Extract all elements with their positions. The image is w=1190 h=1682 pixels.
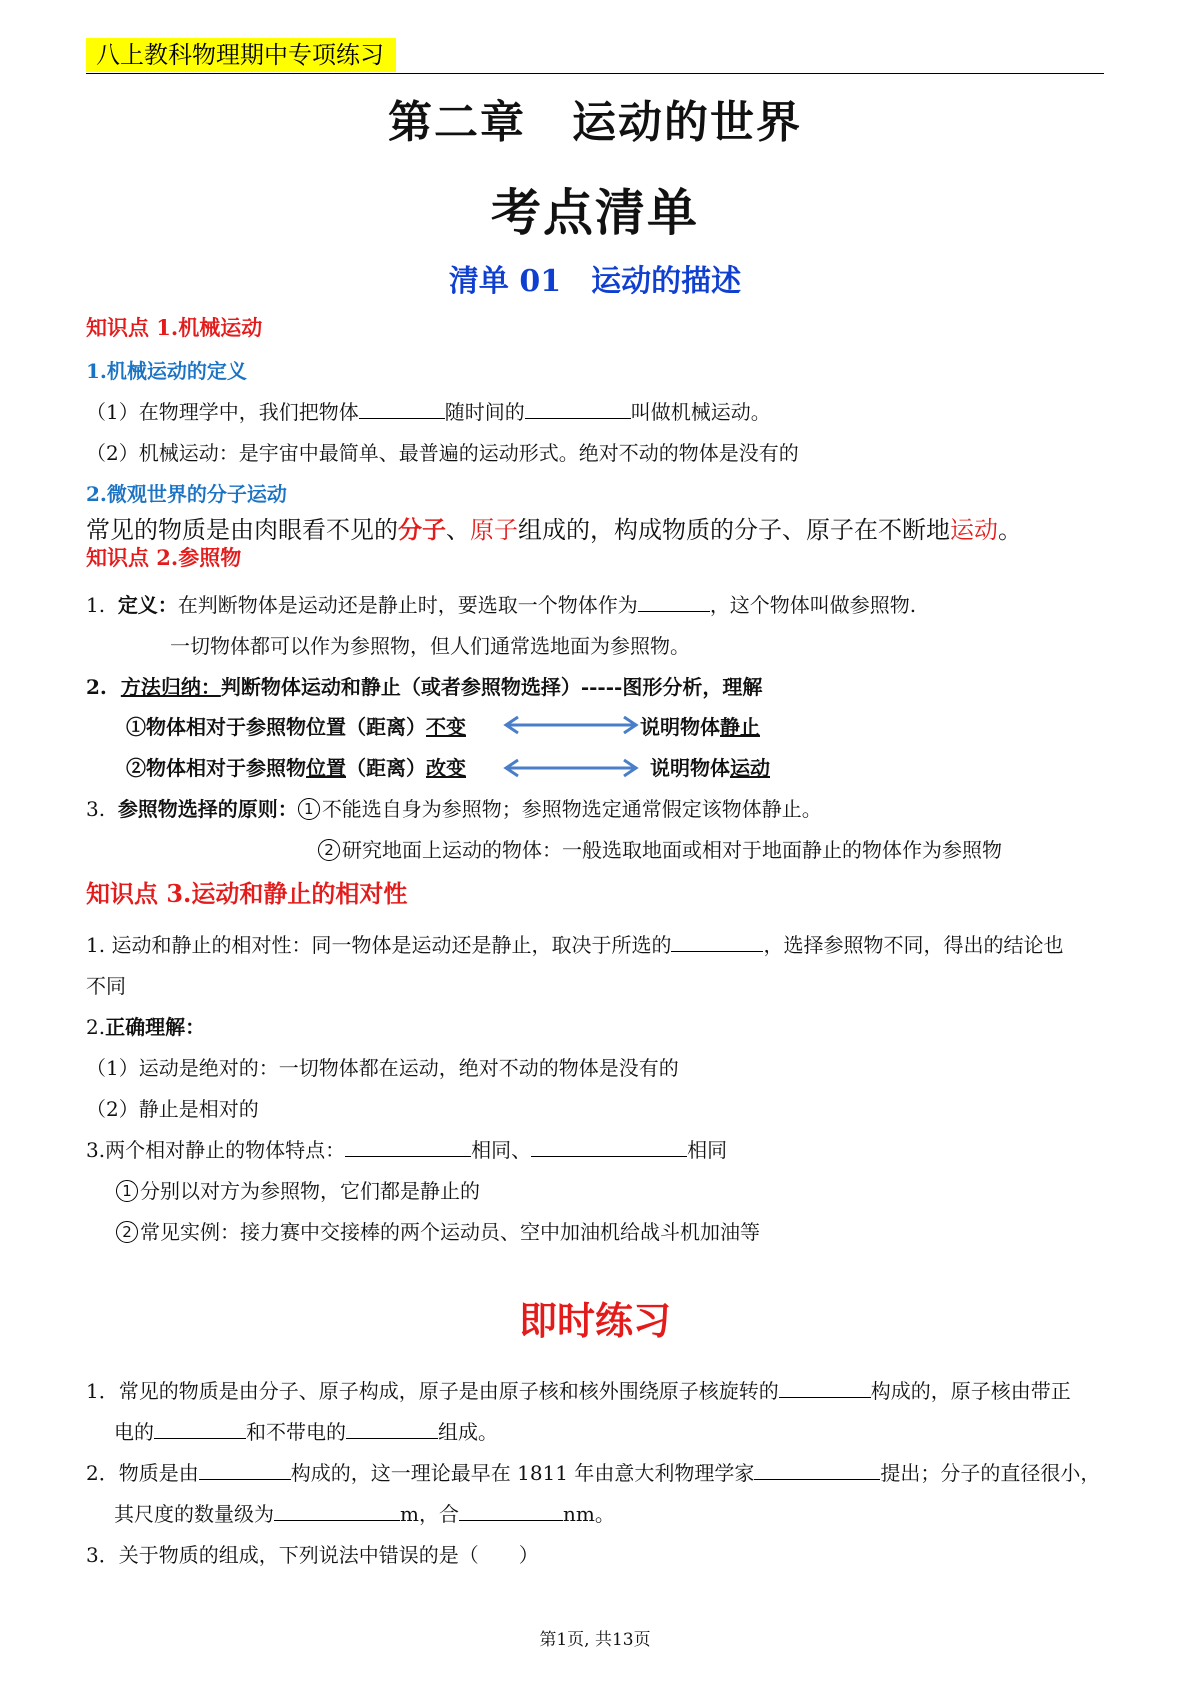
case2-e: 说明物体 bbox=[650, 756, 730, 780]
kp2-principle bbox=[86, 793, 822, 822]
q2e: m，合 bbox=[400, 1502, 459, 1526]
kp1-micro-line bbox=[86, 510, 1022, 545]
kp3-title: 知识点 3.运动和静止的相对性 bbox=[86, 879, 408, 908]
kp2-method-num: 2. bbox=[86, 675, 107, 699]
kp1-line1-b: 随时间的 bbox=[444, 400, 525, 424]
kp2-case1 bbox=[126, 711, 466, 740]
blank bbox=[671, 933, 763, 952]
kp3-r5a: 3.两个相对静止的物体特点： bbox=[86, 1138, 346, 1162]
kp3-relativity bbox=[86, 929, 1063, 958]
header-tag: 八上教科物理期中专项练习 bbox=[86, 38, 396, 72]
question-2-line1 bbox=[86, 1457, 1100, 1486]
question-1-line2 bbox=[114, 1416, 498, 1445]
kp2-def-text: 在判断物体是运动还是静止时，要选取一个物体作为 bbox=[177, 593, 638, 617]
kp3-r1a: 1. 运动和静止的相对性：同一物体是运动还是静止，取决于所选的 bbox=[86, 933, 672, 957]
kp3-r4: （2）静止是相对的 bbox=[86, 1097, 259, 1121]
micro-text-3: 组成的，构成物质的分子、原子在不断地 bbox=[518, 516, 950, 544]
micro-text-4: 。 bbox=[998, 516, 1022, 544]
micro-atom: 原子 bbox=[470, 516, 518, 544]
question-1-line1 bbox=[86, 1375, 1071, 1404]
kp1-line1-c: 叫做机械运动。 bbox=[630, 400, 771, 424]
double-arrow-1 bbox=[500, 714, 642, 736]
micro-molecule: 分子 bbox=[398, 515, 446, 544]
kp2-case1-result bbox=[640, 711, 760, 740]
kp2-method-text: 判断物体运动和静止（或者参照物选择）-----图形分析，理解 bbox=[220, 675, 763, 699]
kp3-r6: 分别以对方为参照物，它们都是静止的 bbox=[140, 1179, 480, 1203]
double-arrow-2 bbox=[500, 757, 642, 779]
kp1-sub2: 2.微观世界的分子运动 bbox=[86, 482, 287, 506]
question-2-line2 bbox=[114, 1498, 615, 1527]
practice-title: 即时练习 bbox=[518, 1298, 671, 1343]
principle-2: 研究地面上运动的物体：一般选取地面或相对于地面静止的物体作为参照物 bbox=[342, 838, 1002, 862]
case2-d: 改变 bbox=[426, 756, 466, 780]
header-rule bbox=[86, 73, 1104, 74]
q2a: 2．物质是由 bbox=[86, 1461, 199, 1485]
kp3-r1b: ，选择参照物不同，得出的结论也 bbox=[763, 933, 1064, 957]
kp3-r2-num: 2. bbox=[86, 1015, 106, 1039]
principle-label: 参照物选择的原则： bbox=[117, 797, 298, 821]
q1d: 和不带电的 bbox=[246, 1420, 346, 1444]
blank bbox=[154, 1420, 246, 1439]
kp3-r5b: 相同、 bbox=[471, 1138, 532, 1162]
kp2-def-text2: ，这个物体叫做参照物. bbox=[709, 593, 917, 617]
question-3: 3．关于物质的组成，下列说法中错误的是（ ） bbox=[86, 1543, 539, 1567]
case1-a: 物体相对于参照物位置（距离） bbox=[146, 715, 426, 739]
q2f: nm。 bbox=[562, 1502, 615, 1526]
page-footer: 第1页, 共13页 bbox=[539, 1630, 651, 1650]
case1-b: 不变 bbox=[426, 715, 466, 739]
q2c: 提出；分子的直径很小， bbox=[880, 1461, 1101, 1485]
micro-motion: 运动 bbox=[950, 516, 998, 544]
q2b: 构成的，这一理论最早在 1811 年由意大利物理学家 bbox=[290, 1461, 755, 1485]
q1b: 构成的，原子核由带正 bbox=[870, 1379, 1071, 1403]
subject-title: 考点清单 bbox=[491, 183, 699, 242]
case2-b: 位置 bbox=[306, 756, 346, 780]
kp3-r5c: 相同 bbox=[687, 1138, 728, 1162]
kp1-line2: （2）机械运动：是宇宙中最简单、最普遍的运动形式。绝对不动的物体是没有的 bbox=[86, 441, 799, 465]
q2d: 其尺度的数量级为 bbox=[114, 1502, 274, 1526]
list-title: 清单 01 运动的描述 bbox=[448, 264, 742, 299]
kp3-r1c: 不同 bbox=[86, 974, 126, 998]
case1-c: 说明物体 bbox=[640, 715, 720, 739]
q1a: 1．常见的物质是由分子、原子构成，原子是由原子核和核外围绕原子核旋转的 bbox=[86, 1379, 779, 1403]
case2-f: 运动 bbox=[730, 756, 770, 780]
kp2-principle-2 bbox=[318, 834, 1002, 863]
circled-number: 2 bbox=[116, 1221, 138, 1243]
kp3-r7-line bbox=[116, 1216, 760, 1245]
blank bbox=[638, 593, 710, 612]
kp2-def bbox=[86, 589, 916, 618]
micro-text-1: 常见的物质是由肉眼看不见的 bbox=[86, 516, 398, 544]
q1e: 组成。 bbox=[438, 1420, 498, 1444]
kp3-r2-label: 正确理解： bbox=[105, 1015, 206, 1039]
case1-num: ① bbox=[126, 715, 146, 739]
kp1-sub1: 1.机械运动的定义 bbox=[86, 359, 247, 383]
principle-1: 不能选自身为参照物；参照物选定通常假定该物体静止。 bbox=[321, 797, 822, 821]
circled-number: 1 bbox=[116, 1180, 138, 1202]
case2-c: （距离） bbox=[346, 756, 426, 780]
kp3-r5 bbox=[86, 1134, 727, 1163]
principle-num: 3. bbox=[86, 797, 106, 821]
case1-d: 静止 bbox=[720, 715, 760, 739]
kp3-r3: （1）运动是绝对的：一切物体都在运动，绝对不动的物体是没有的 bbox=[86, 1056, 679, 1080]
case2-a: 物体相对于参照物 bbox=[146, 756, 306, 780]
circled-number: 1 bbox=[298, 798, 320, 820]
micro-text-2: 、 bbox=[446, 516, 470, 544]
kp2-method bbox=[86, 671, 762, 700]
kp2-method-label: 方法归纳： bbox=[120, 675, 221, 699]
case2-num: ② bbox=[126, 756, 146, 780]
kp2-title: 知识点 2.参照物 bbox=[86, 545, 242, 570]
kp3-understand bbox=[86, 1011, 205, 1040]
blank bbox=[459, 1502, 563, 1521]
kp2-case2 bbox=[126, 752, 466, 781]
blank bbox=[779, 1379, 871, 1398]
kp2-def-line2: 一切物体都可以作为参照物，但人们通常选地面为参照物。 bbox=[170, 634, 690, 658]
kp2-def-num: 1. bbox=[86, 593, 106, 617]
kp2-case2-result bbox=[650, 752, 770, 781]
q1c: 电的 bbox=[114, 1420, 154, 1444]
blank bbox=[346, 1420, 438, 1439]
blank bbox=[531, 1138, 687, 1157]
blank bbox=[274, 1502, 400, 1521]
kp2-def-label: 定义： bbox=[117, 593, 178, 617]
blank bbox=[525, 400, 631, 419]
kp1-line1 bbox=[86, 396, 771, 425]
chapter-title: 第二章 运动的世界 bbox=[388, 97, 802, 148]
circled-number: 2 bbox=[318, 839, 340, 861]
blank bbox=[199, 1461, 291, 1480]
kp1-title: 知识点 1.机械运动 bbox=[86, 315, 263, 340]
kp3-r6-line bbox=[116, 1175, 480, 1204]
blank bbox=[345, 1138, 471, 1157]
kp3-r7: 常见实例：接力赛中交接棒的两个运动员、空中加油机给战斗机加油等 bbox=[140, 1220, 760, 1244]
blank bbox=[754, 1461, 880, 1480]
blank bbox=[359, 400, 445, 419]
kp1-line1-a: （1）在物理学中，我们把物体 bbox=[86, 400, 359, 424]
